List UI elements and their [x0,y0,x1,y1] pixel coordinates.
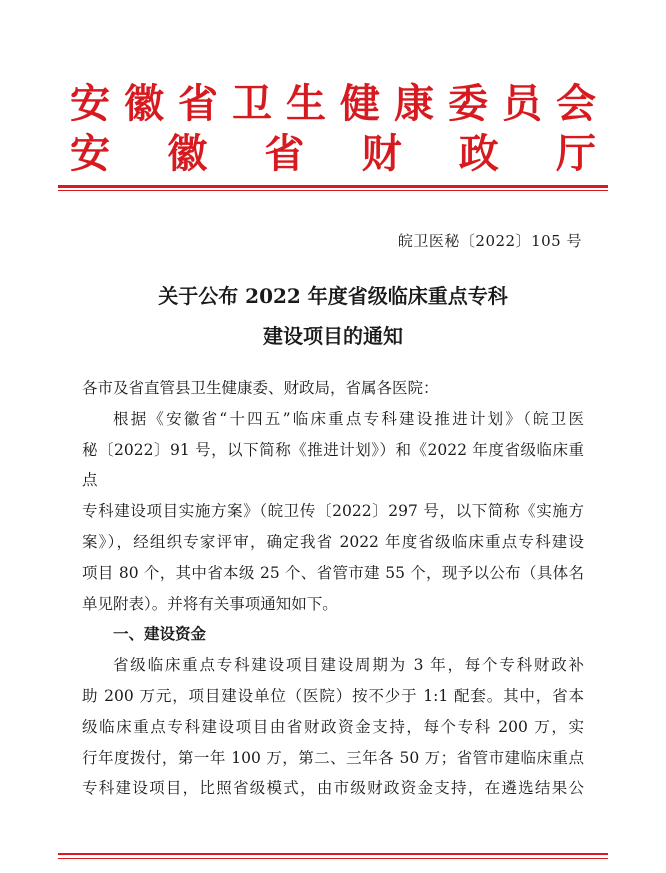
issuer-char: 员 [502,80,542,127]
text-line: 级临床重点专科建设项目由省财政资金支持，每个专科 200 万，实 [82,717,584,736]
issuer-char: 委 [448,80,488,127]
issuer-char: 康 [394,80,434,127]
text-line: 专科建设项目实施方案》（皖卫传〔2022〕297 号，以下简称《实施方 [82,502,584,521]
salutation: 各市及省直管县卫生健康委、财政局，省属各医院： [82,379,439,397]
paragraph-1 [82,404,584,620]
footer-red-rule [58,853,608,855]
issuer-health-commission [70,82,596,126]
issuer-char: 徽 [167,130,208,177]
footer-red-rule-thin [58,858,608,859]
text-line: 行年度拨付，第一年 100 万，第二、三年各 50 万；省管市建临床重点 [82,748,584,767]
text-line: 专科建设项目，比照省级模式，由市级财政资金支持，在遴选结果公 [82,779,584,798]
text-line: 根据《安徽省“十四五”临床重点专科建设推进计划》（皖卫医 [113,409,584,428]
issuer-char: 省 [264,130,305,177]
issuer-char: 安 [70,130,110,177]
issuer-char: 卫 [232,80,272,127]
text-line: 助 200 万元，项目建设单位（医院）按不少于 1:1 配套。其中，省本 [82,686,584,705]
text-line: 项目 80 个，其中省本级 25 个、省管市建 55 个，现予以公布（具体名 [82,563,584,582]
issuer-char: 厅 [555,130,596,177]
issuer-char: 省 [178,80,218,127]
document-title-line2: 建设项目的通知 [263,324,403,348]
issuer-char: 安 [70,80,110,127]
header-red-rule-thin [58,190,608,191]
text-line: 省级临床重点专科建设项目建设周期为 3 年，每个专科财政补 [113,656,584,675]
text-line: 单见附表）。并将有关事项通知如下。 [82,594,338,613]
issuer-char: 政 [458,130,499,177]
issuer-char: 财 [361,130,402,177]
document-number: 皖卫医秘〔2022〕105 号 [397,232,582,250]
document-title-line1: 关于公布 2022 年度省级临床重点专科 [158,284,508,308]
header-red-rule [58,185,608,188]
text-line: 秘〔2022〕91 号，以下简称《推进计划》）和《2022 年度省级临床重点 [82,440,584,490]
text-line: 案》），经组织专家评审，确定我省 2022 年度省级临床重点专科建设 [82,532,584,551]
issuer-char: 生 [286,80,326,127]
document-body [82,373,584,804]
issuer-finance-department [70,132,596,176]
issuer-char: 徽 [124,80,164,127]
issuer-char: 健 [340,80,380,127]
paragraph-2 [82,650,584,804]
issuer-char: 会 [556,80,596,127]
section-heading-funding: 一、建设资金 [113,624,207,644]
